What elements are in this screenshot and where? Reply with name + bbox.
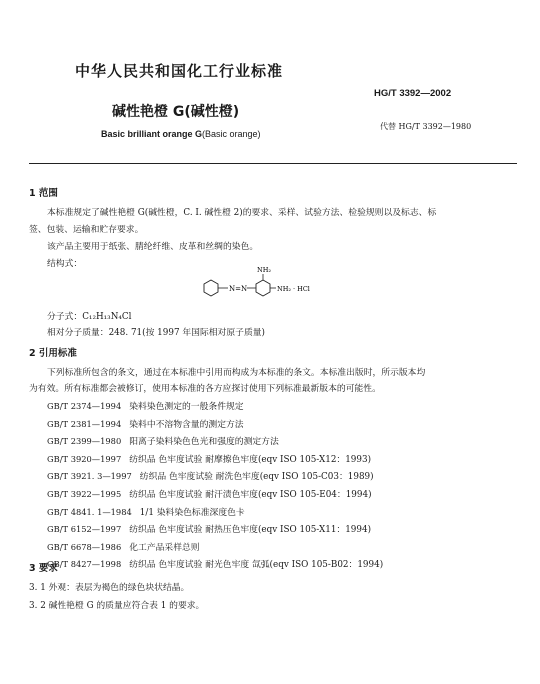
reference-row [47,540,200,553]
product-title-en-rest: (Basic orange) [202,129,261,139]
requirement-3-2: 3. 2 碱性艳橙 G 的质量应符合表 1 的要求。 [29,601,205,611]
standard-code: HG/T 3392—2002 [374,88,452,99]
reference-title: 纺织品 色牢度试验 耐光色牢度 氙弧(eqv ISO 105-B02：1994) [129,560,384,571]
reference-title: 纺织品 色牢度试验 耐洗色牢度(eqv ISO 105-C03：1989) [139,472,374,483]
product-title-en-bold: Basic brilliant orange G [101,129,203,139]
reference-code: GB/T 6678—1986 [47,541,122,552]
structural-formula [190,265,340,309]
reference-code: GB/T 2381—1994 [47,418,122,429]
section-2-line-1: 下列标准所包含的条文，通过在本标准中引用而构成为本标准的条文。本标准出版时，所示版本均 [47,368,426,378]
reference-title: 化工产品采样总则 [129,542,200,553]
aniline-ring [256,280,270,296]
section-1-line-2: 签、包装、运输和贮存要求。 [29,225,144,235]
section-1-line-1: 本标准规定了碱性艳橙 G(碱性橙，C. I. 碱性橙 2)的要求、采样、试验方法、检验规则以及标志、标 [47,208,437,218]
replaces-note: 代替 HG/T 3392—1980 [380,122,472,131]
reference-title: 纺织品 色牢度试验 耐摩擦色牢度(eqv ISO 105-X12：1993) [129,454,372,465]
header-divider [29,163,517,164]
requirement-3-1: 3. 1 外观：表层为褐色的绿色块状结晶。 [29,583,190,593]
reference-row [47,522,371,535]
reference-title: 纺织品 色牢度试验 耐汗渍色牢度(eqv ISO 105-E04：1994) [129,490,372,500]
amino-hcl-group: NH₂ · HCl [277,285,310,293]
reference-code: GB/T 6152—1997 [47,524,122,535]
reference-row [47,469,374,482]
product-title-cn: 碱性艳橙 G(碱性橙) [112,104,240,120]
reference-title: 染料中不溶物含量的测定方法 [129,419,244,430]
reference-row [47,399,244,412]
section-2-line-2: 为有效。所有标准都会被修订，使用本标准的各方应探讨使用下列标准最新版本的可能性。 [29,384,381,394]
section-2-heading: 2 引用标准 [29,348,77,359]
structure-label: 结构式： [47,259,83,269]
reference-title: 1/1 染料染色标准深度色卡 [139,507,245,518]
reference-row [47,505,245,518]
phenyl-ring [204,280,218,296]
product-title-en [101,129,261,139]
azo-group: N=N [229,285,248,293]
reference-row [47,487,372,500]
reference-title: 纺织品 色牢度试验 耐热压色牢度(eqv ISO 105-X11：1994) [129,525,372,536]
reference-code: GB/T 3921. 3—1997 [47,471,132,482]
reference-code: GB/T 3920—1997 [47,453,122,464]
reference-code: GB/T 8427—1998 [47,559,122,570]
molecular-mass: 相对分子质量：248. 71(按 1997 年国际相对原子质量) [47,328,265,338]
reference-title: 染料染色测定的一般条件规定 [129,402,244,412]
reference-row [47,434,279,447]
molecular-formula: 分子式：C₁₂H₁₃N₄Cl [47,312,132,322]
reference-row [47,557,383,570]
reference-code: GB/T 4841. 1—1984 [47,506,132,517]
reference-code: GB/T 2374—1994 [47,401,122,411]
section-3-heading: 3 要求 [29,563,58,574]
section-1-line-3: 该产品主要用于纸张、腈纶纤维、皮革和丝绸的染色。 [47,242,259,252]
reference-code: GB/T 3922—1995 [47,489,122,499]
amino-group-top: NH₂ [257,266,271,274]
standard-title: 中华人民共和国化工行业标准 [75,62,284,80]
section-1-heading: 1 范围 [29,188,58,199]
reference-row [47,452,371,465]
reference-code: GB/T 2399—1980 [47,436,122,447]
reference-row [47,417,244,430]
reference-title: 阳离子染料染色色光和强度的测定方法 [129,437,279,448]
